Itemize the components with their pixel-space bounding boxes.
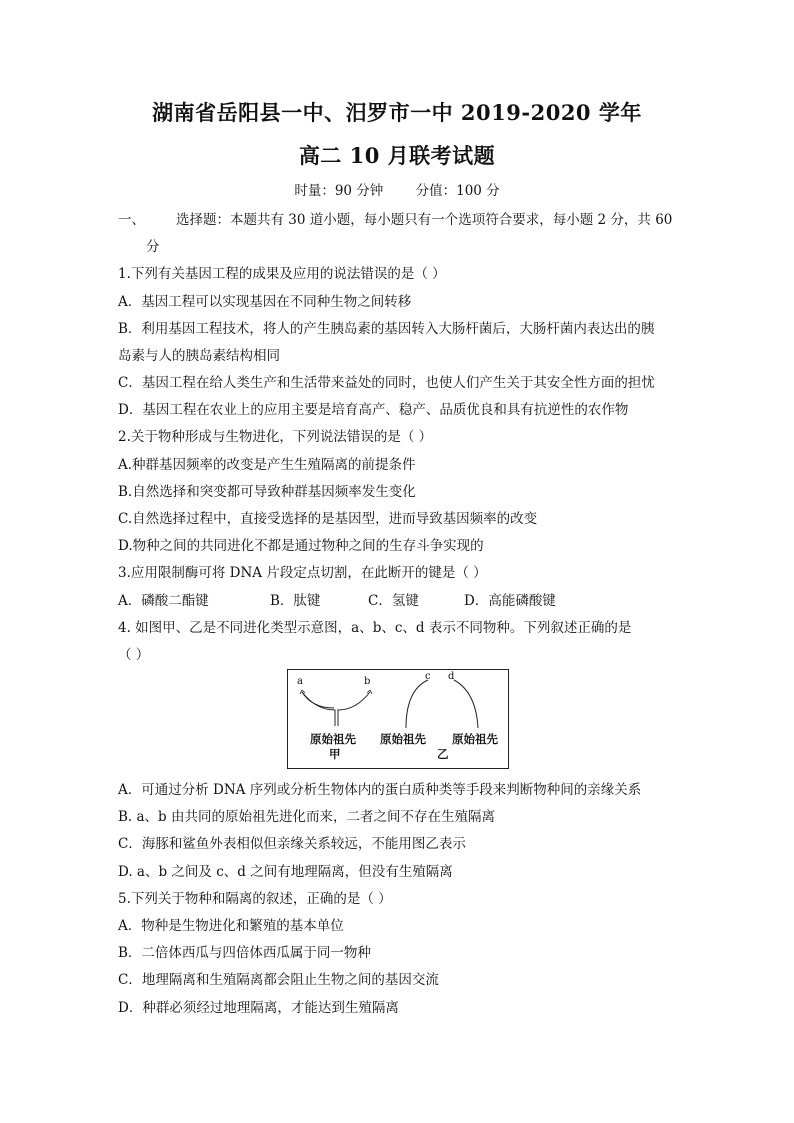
q2-option-a: A.种群基因频率的改变是产生生殖隔离的前提条件 [118,457,416,473]
q3-option-a: A．磷酸二酯键 [118,593,209,609]
q4-option-d: D. a、b 之间及 c、d 之间有地理隔离，但没有生殖隔离 [118,864,453,880]
q2-option-b: B.自然选择和突变都可导致种群基因频率发生变化 [118,484,416,500]
q5-stem: 5.下列关于物种和隔离的叙述，正确的是（ ） [118,891,392,907]
section-number: 一、 [118,212,145,228]
q4-option-b: B. a、b 由共同的原始祖先进化而来，二者之间不存在生殖隔离 [118,809,495,825]
evolution-diagram [287,669,509,769]
q1-option-d: D．基因工程在农业上的应用主要是培育高产、稳产、品质优良和具有抗逆性的农作物 [118,402,629,418]
exam-time: 时量：90 分钟 [294,183,384,199]
ancestor-mid-label: 原始祖先 [380,732,426,746]
q4-option-a: A．可通过分析 DNA 序列或分析生物体内的蛋白质种类等手段来判断物种间的亲缘关系 [118,782,642,798]
species-d-label: d [448,671,455,682]
section-instructions-cont: 分 [146,239,160,255]
species-b-label: b [364,676,371,687]
species-a-label: a [297,676,303,687]
diagram-caption-jia: 甲 [329,747,341,761]
q1-stem: 1.下列有关基因工程的成果及应用的说法错误的是（ ） [118,266,446,282]
q2-option-c: C.自然选择过程中，直接受选择的是基因型，进而导致基因频率的改变 [118,511,538,527]
section-text: 选择题：本题共有 30 道小题，每小题只有一个选项符合要求，每小题 2 分，共 60 [176,212,673,228]
q4-stem: 4. 如图甲、乙是不同进化类型示意图，a、b、c、d 表示不同物种。下列叙述正确的是 [118,620,632,636]
q3-stem: 3.应用限制酶可将 DNA 片段定点切割，在此断开的键是（ ） [118,565,487,581]
q1-option-b-cont: 岛素与人的胰岛素结构相同 [118,348,280,364]
species-c-label: c [425,671,431,682]
q1-option-b: B．利用基因工程技术，将人的产生胰岛素的基因转入大肠杆菌后，大肠杆菌内表达出的胰 [118,321,655,337]
q1-option-a: A．基因工程可以实现基因在不同种生物之间转移 [118,294,412,310]
q3-option-c: C．氢键 [368,593,419,609]
diagram-caption-yi: 乙 [437,747,449,761]
q5-option-d: D．种群必须经过地理隔离，才能达到生殖隔离 [118,1000,399,1016]
q5-option-a: A．物种是生物进化和繁殖的基本单位 [118,918,344,934]
evolution-diagram-lines [288,670,508,768]
q3-option-d: D．高能磷酸键 [464,593,556,609]
q1-option-c: C．基因工程在给人类生产和生活带来益处的同时，也使人们产生关于其安全性方面的担忧 [118,375,655,391]
q5-option-b: B．二倍体西瓜与四倍体西瓜属于同一物种 [118,945,371,961]
q5-option-c: C．地理隔离和生殖隔离都会阻止生物之间的基因交流 [118,972,439,988]
q4-stem-cont: （ ） [118,647,150,663]
ancestor-left-label: 原始祖先 [310,732,356,746]
exam-title: 湖南省岳阳县一中、汨罗市一中 2019-2020 学年 [152,100,642,125]
exam-subtitle: 高二 10 月联考试题 [298,143,496,168]
ancestor-right-label: 原始祖先 [452,732,498,746]
q3-option-b: B．肽键 [270,593,321,609]
q2-stem: 2.关于物种形成与生物进化，下列说法错误的是（ ） [118,429,433,445]
q4-option-c: C．海豚和鲨鱼外表相似但亲缘关系较远，不能用图乙表示 [118,836,466,852]
q3-options [118,589,556,609]
exam-meta [0,179,794,199]
section-instructions [118,208,672,228]
exam-score: 分值：100 分 [415,183,500,199]
q2-option-d: D.物种之间的共同进化不都是通过物种之间的生存斗争实现的 [118,538,484,554]
